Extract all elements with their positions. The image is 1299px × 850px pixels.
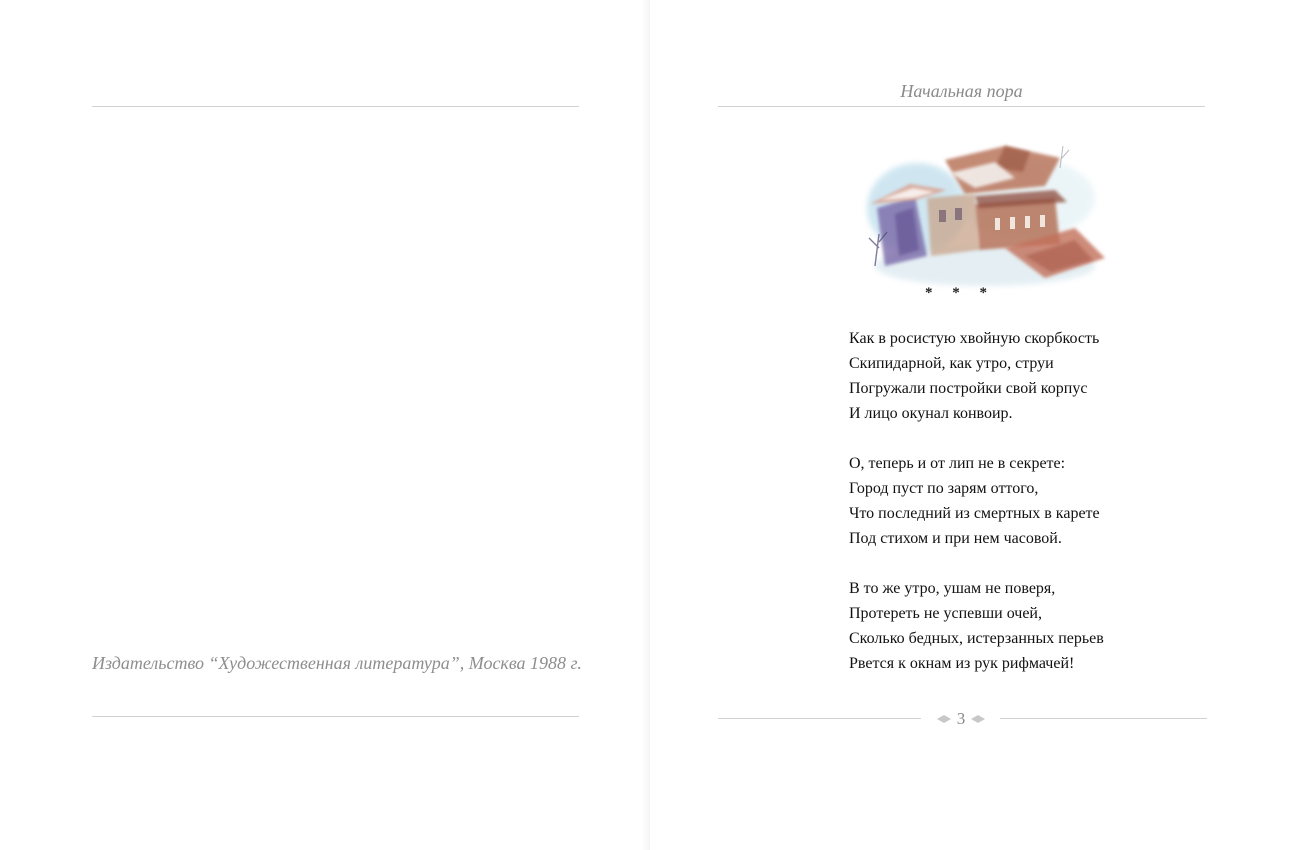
left-page [0,0,649,850]
poem-line: О, теперь и от лип не в секрете: [849,455,1066,472]
stanza-3 [849,576,1169,676]
running-head: Начальная пора [900,81,1023,101]
footer-rule [718,718,921,719]
page-number [928,706,994,732]
poem [849,326,1169,701]
section-asterisks: * * * [925,285,995,301]
poem-line: Погружали постройки свой корпус [849,380,1088,397]
watercolor-houses-illustration [855,138,1115,290]
poem-line: Как в росистую хвойную скорбкость [849,330,1100,347]
poem-line: Город пуст по зарям оттого, [849,480,1039,497]
footer-rule [1000,718,1207,719]
poem-line: Под стихом и при нем часовой. [849,530,1062,547]
right-page [650,0,1299,850]
poem-line: Что последний из смертных в карете [849,505,1100,522]
page-number-label: 3 [956,709,966,728]
poem-line: Рвется к окнам из рук рифмачей! [849,655,1075,672]
diamond-ornament-icon [971,715,985,723]
footer-rule [92,716,579,717]
header-rule [92,106,579,107]
poem-line: Сколько бедных, истерзанных перьев [849,630,1104,647]
poem-line: Скипидарной, как утро, струи [849,355,1054,372]
stanza-2 [849,451,1169,551]
stanza-1 [849,326,1169,426]
publisher-line: Издательство “Художественная литература”, Москва 1988 г. [92,653,582,673]
diamond-ornament-icon [937,715,951,723]
poem-line: Протереть не успевши очей, [849,605,1042,622]
poem-line: И лицо окунал конвоир. [849,405,1013,422]
poem-line: В то же утро, ушам не поверя, [849,580,1056,597]
header-rule [718,106,1205,107]
